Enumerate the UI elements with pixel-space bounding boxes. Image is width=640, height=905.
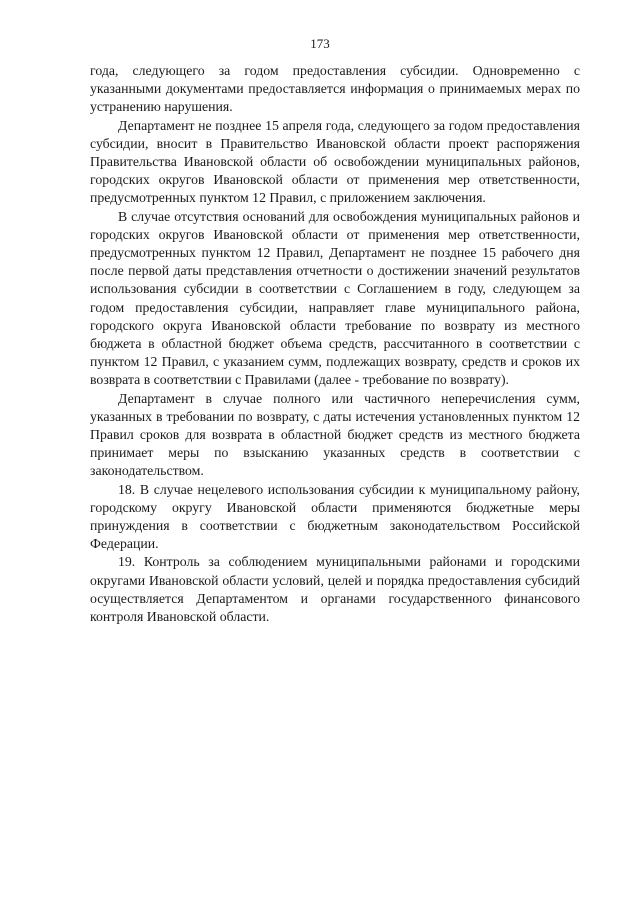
paragraph-item-19: 19. Контроль за соблюдением муниципальными районами и городскими округами Ивановской области условий, целей и порядка предоставления субсидий осуществляется Департаментом и органами государственного финансового контроля Ивановской области. [90,554,580,625]
paragraph-return-requirement: В случае отсутствия оснований для освобождения муниципальных районов и городских округов Ивановской области от применения мер ответственности, предусмотренных пунктом 12 Правил, Департамент не позднее 15 рабочего дня после первой даты представления отчетности о достижении значений результатов использования субсидии в соответствии с Соглашением в году, следующем за годом предоставления субсидии, направляет главе муниципального района, городского округа Ивановской области требование по возврату из местного бюджета в областной бюджет объема средств, рассчитанного в соответствии с пунктом 12 Правил, с указанием сумм, подлежащих возврату, средств и сроков их возврата в соответствии с Правилами (далее - требование по возврату). [90,208,580,388]
paragraph-continuation: года, следующего за годом предоставления субсидии. Одновременно с указанными документами предоставляется информация о принимаемых мерах по устранению нарушения. [90,63,580,115]
paragraph-item-18: 18. В случае нецелевого использования субсидии к муниципальному району, городскому округу Ивановской области применяются бюджетные меры принуждения в соответствии с бюджетным законодательством Российской Федерации. [90,481,580,552]
page-number: 173 [310,36,330,51]
paragraph-department-deadline: Департамент не позднее 15 апреля года, следующего за годом предоставления субсидии, вносит в Правительство Ивановской области проект распоряжения Правительства Ивановской области об освобождении муниципальных районов, городских округов Ивановской области от применения мер ответственности, предусмотренных пунктом 12 Правил, с приложением заключения. [90,117,580,206]
document-body [90,62,580,626]
paragraph-recovery-measures: Департамент в случае полного или частичного неперечисления сумм, указанных в требовании по возврату, с даты истечения установленных пунктом 12 Правил сроков для возврата в областной бюджет средств из местного бюджета принимает меры по взысканию указанных средств в соответствии с законодательством. [90,390,580,479]
